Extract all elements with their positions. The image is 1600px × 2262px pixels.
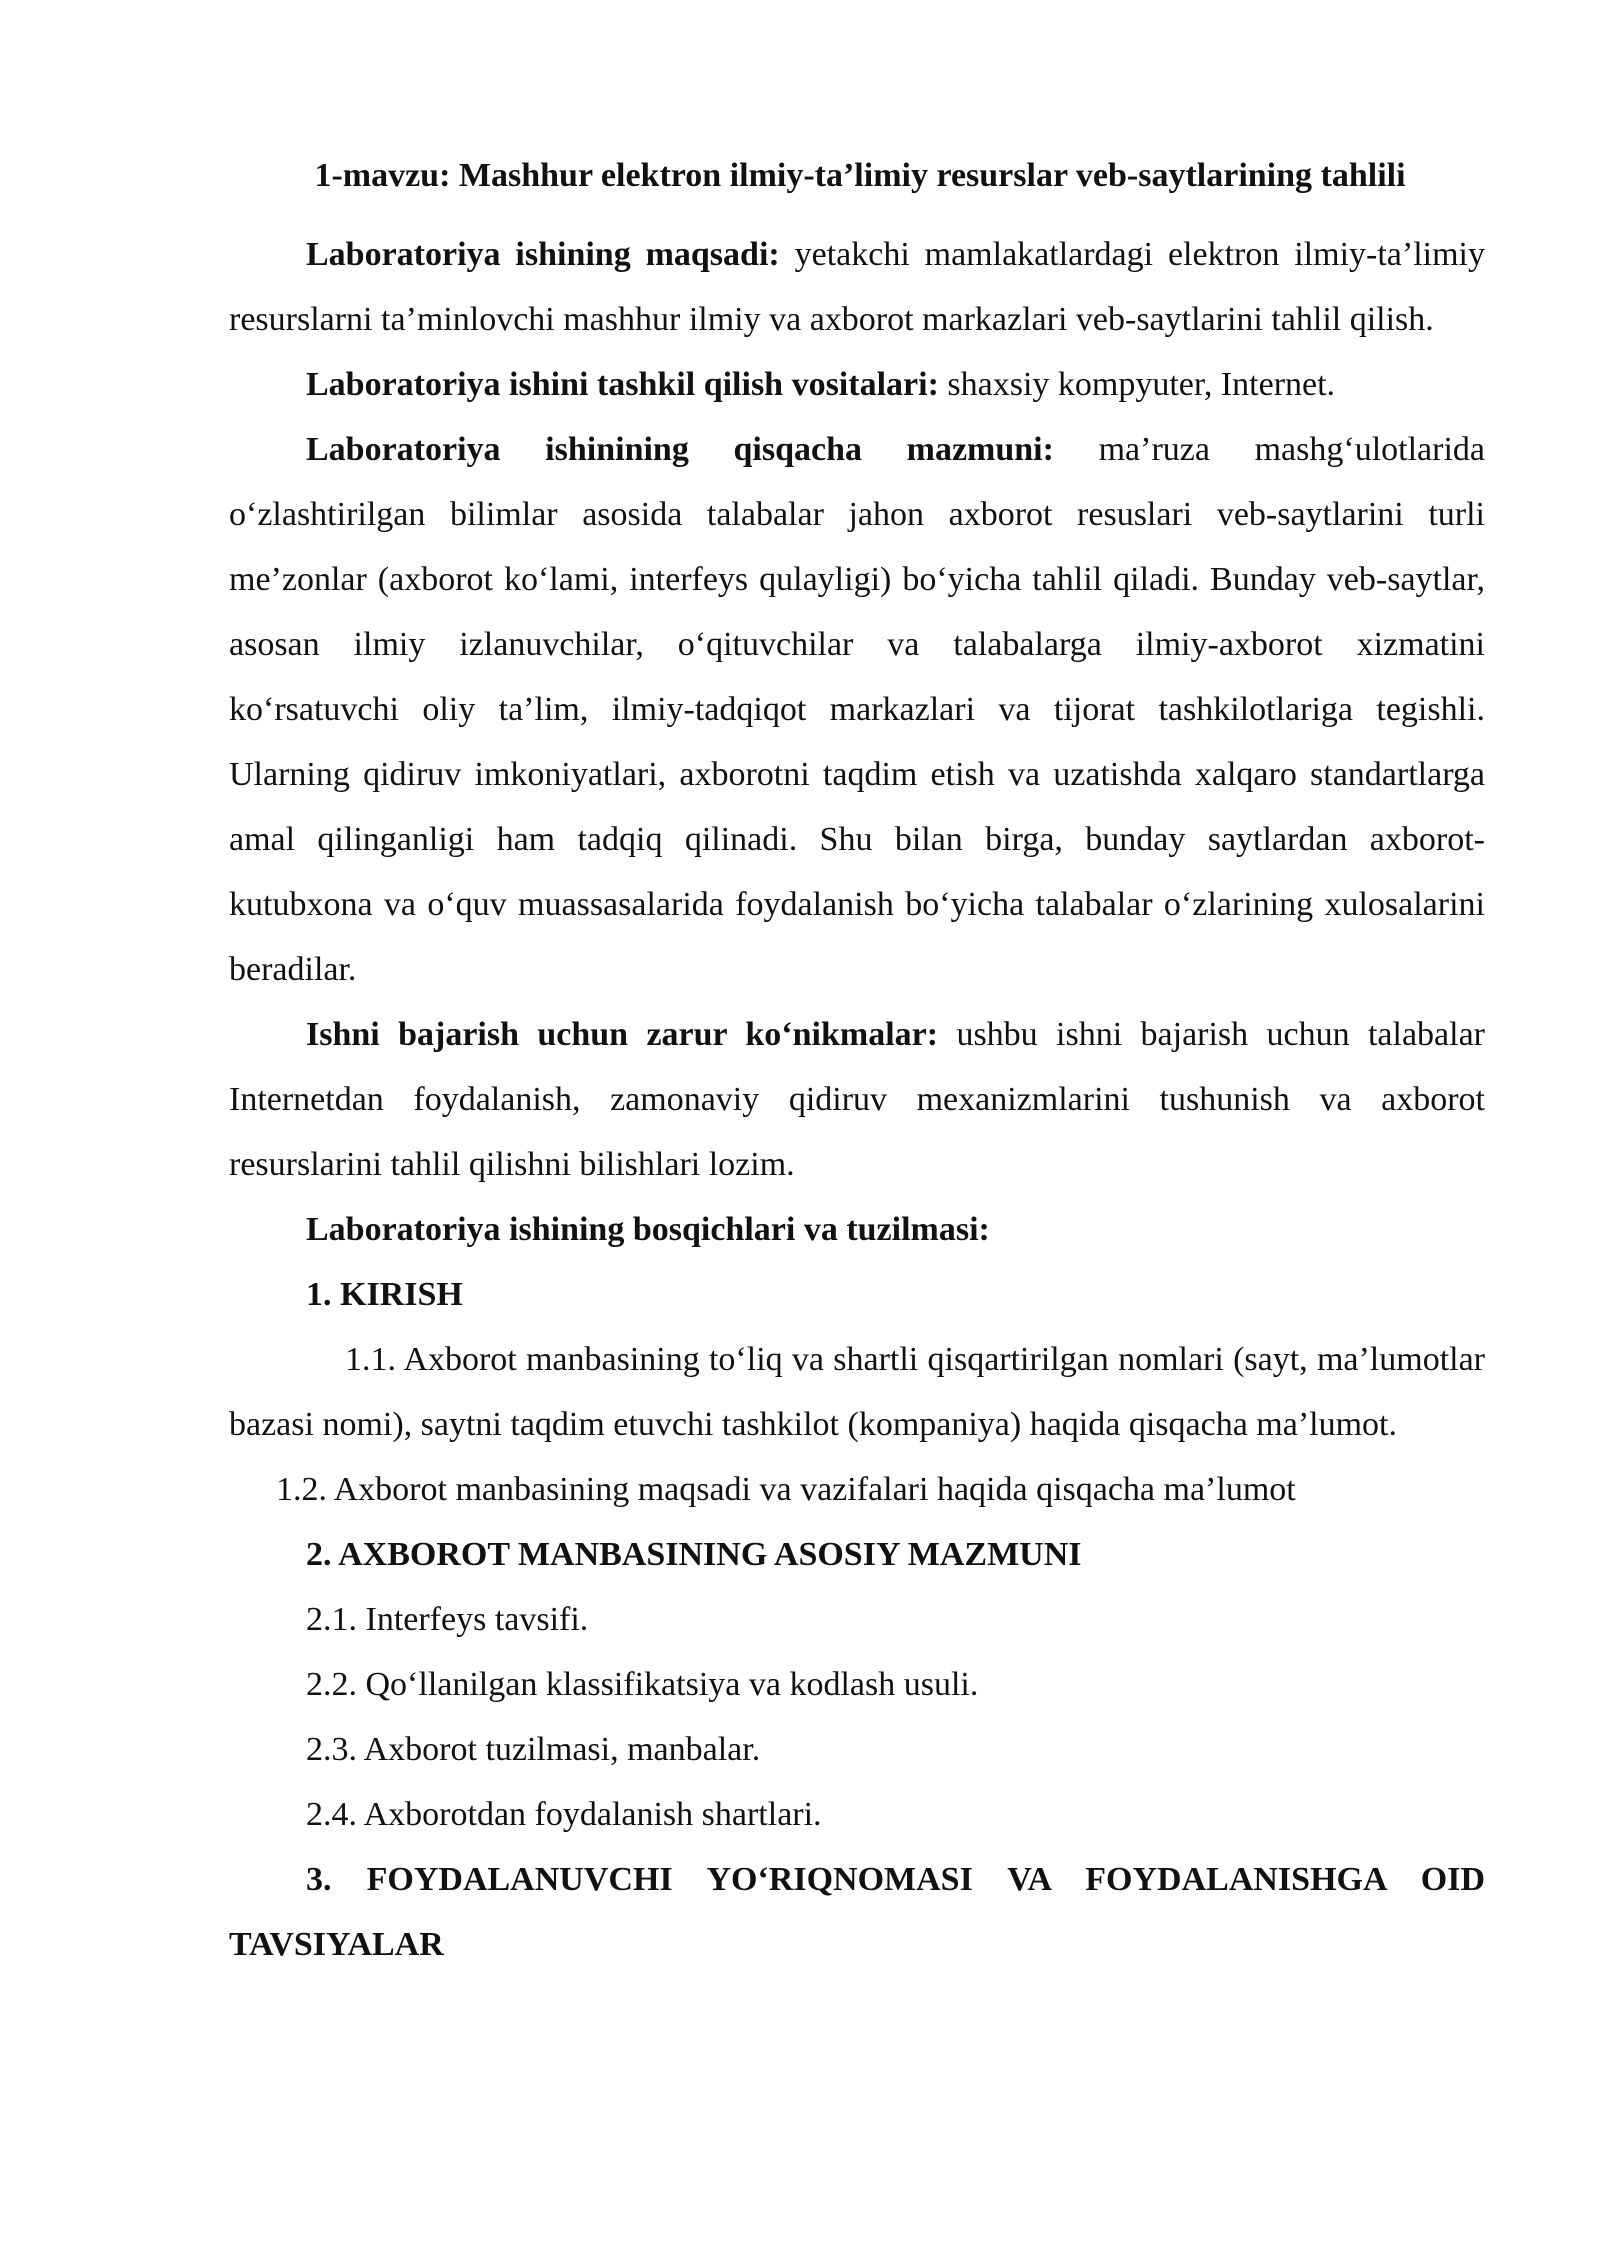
section3-heading: 3. FOYDALANUVCHI YO‘RIQNOMASI VA FOYDALANISHGA OID TAVSIYALAR bbox=[229, 1861, 1485, 1963]
summary-text: ma’ruza mashg‘ulotlarida o‘zlashtirilgan bilimlar asosida talabalar jahon axborot resuslari veb-saytlarini turli me’zonlar (axborot ko‘lami, interfeys qulayligi) bo‘yicha tahlil qiladi. Bunday veb-saytlar, asosan ilmiy izlanuvchilar, o‘qituvchilar va talabalarga ilmiy-axborot xizmatini ko‘rsatuvchi oliy ta’lim, ilmiy-tadqiqot markazlari va tijorat tashkilotlariga tegishli. Ularning qidiruv imkoniyatlari, axborotni taqdim etish va uzatishda xalqaro standartlarga amal qilinganligi ham tadqiq qilinadi. Shu bilan birga, bunday saytlardan axborot-kutubxona va o‘quv muassasalarida foydalanish bo‘yicha talabalar o‘zlarining xulosalarini beradilar. bbox=[229, 431, 1485, 988]
tools-text: shaxsiy kompyuter, Internet. bbox=[938, 366, 1336, 403]
skills-paragraph bbox=[229, 1002, 1485, 1197]
summary-paragraph bbox=[229, 417, 1485, 1002]
section2-heading: 2. AXBOROT MANBASINING ASOSIY MAZMUNI bbox=[306, 1536, 1082, 1573]
section2-item: 2.2. Qo‘llanilgan klassifikatsiya va kodlash usuli. bbox=[306, 1666, 979, 1703]
tools-label: Laboratoriya ishini tashkil qilish vositalari: bbox=[306, 366, 939, 403]
tools-paragraph bbox=[229, 352, 1485, 417]
summary-label: Laboratoriya ishinining qisqacha mazmuni: bbox=[306, 431, 1054, 468]
section1-item2: 1.2. Axborot manbasining maqsadi va vazifalari haqida qisqacha ma’lumot bbox=[276, 1471, 1296, 1508]
skills-text: ushbu ishni bajarish uchun talabalar Internetdan foydalanish, zamonaviy qidiruv mexanizmlarini tushunish va axborot resurslarini tahlil qilishni bilishlari lozim. bbox=[229, 1016, 1485, 1183]
section2-item: 2.3. Axborot tuzilmasi, manbalar. bbox=[306, 1731, 761, 1768]
skills-label: Ishni bajarish uchun zarur ko‘nikmalar: bbox=[306, 1016, 939, 1053]
document-page bbox=[229, 150, 1485, 1977]
section1-item1: 1.1. Axborot manbasining to‘liq va shartli qisqartirilgan nomlari (sayt, ma’lumotlar bazasi nomi), saytni taqdim etuvchi tashkilot (kompaniya) haqida qisqacha ma’lumot. bbox=[229, 1341, 1485, 1443]
section2-item: 2.1. Interfeys tavsifi. bbox=[306, 1601, 589, 1638]
page-title: 1-mavzu: Mashhur elektron ilmiy-ta’limiy resurslar veb-saytlarining tahlili bbox=[314, 157, 1406, 194]
section1-heading: 1. KIRISH bbox=[306, 1276, 463, 1313]
goal-paragraph bbox=[229, 222, 1485, 352]
goal-text: yetakchi mamlakatlardagi elektron ilmiy-ta’limiy resurslarni ta’minlovchi mashhur ilmiy va axborot markazlari veb-saytlarini tahlil qilish. bbox=[229, 236, 1485, 338]
structure-heading: Laboratoriya ishining bosqichlari va tuzilmasi: bbox=[306, 1211, 990, 1248]
section2-item: 2.4. Axborotdan foydalanish shartlari. bbox=[306, 1796, 822, 1833]
goal-label: Laboratoriya ishining maqsadi: bbox=[306, 236, 780, 273]
